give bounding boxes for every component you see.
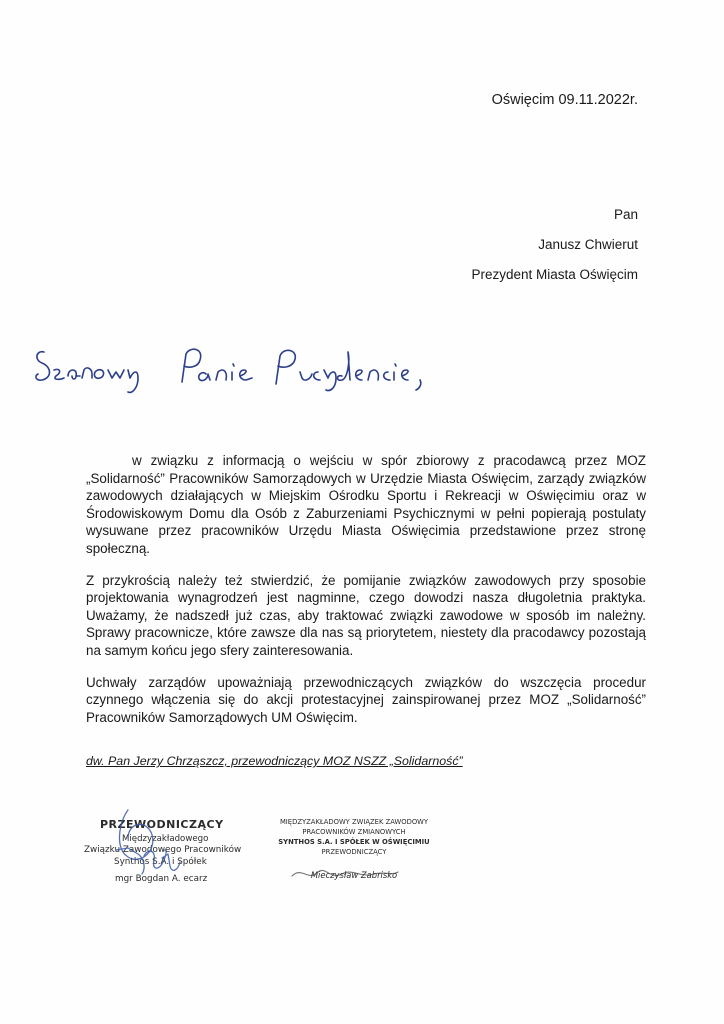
stamp-right-line2: PRACOWNIKÓW ZMIANOWYCH [302,828,406,836]
stamp-right-name: Mieczysław Zabrisko [310,870,398,880]
stamp-left-line1: Międzyzakładowego [122,834,209,844]
addressee-honorific: Pan [613,207,638,222]
handwritten-salutation-image [30,330,430,400]
stamp-left-line3: Synthos S.A. i Spółek [114,857,207,867]
stamp-right-line3: SYNTHOS S.A. I SPÓŁEK W OŚWIĘCIMIU [278,838,430,846]
addressee-block [471,200,638,290]
stamp-left-title: PRZEWODNICZĄCY [100,818,224,831]
letter-body [86,452,646,740]
carbon-copy-line: dw. Pan Jerzy Chrząszcz, przewodniczący MOZ NSZZ „Solidarność” [86,754,463,768]
letter-date: Oświęcim 09.11.2022r. [491,92,638,108]
stamp-right-line1: MIĘDZYZAKŁADOWY ZWIĄZEK ZAWODOWY [279,818,429,826]
body-paragraph-3: Uchwały zarządów upoważniają przewodniczących związków do wszczęcia procedur czynnego włączenia się do akcji protestacyjnej zainspirowanej przez MOZ „Solidarność” Pracowników Samorządowych UM Oświęcim. [86,674,646,725]
signature-right [290,862,400,886]
handwritten-salutation [30,330,430,400]
addressee-name: Janusz Chwierut [538,237,638,252]
addressee-title: Prezydent Miasta Oświęcim [471,267,638,282]
body-paragraph-2: Z przykrością należy też stwierdzić, że pomijanie związków zawodowych przy sposobie projektowania wynagrodzeń jest nagminne, czego dowodzi nasza długoletnia praktyka. Uważamy, że nadszedł już czas, aby traktować związki zawodowe w sposób im należny. Sprawy pracownicze, które zawsze dla nas są priorytetem, niestety dla pracodawcy pozostają na samym końcu jego sfery zainteresowania. [86,572,646,658]
stamp-left-line2: Związku Zawodowego Pracowników [84,845,242,855]
body-paragraph-1: w związku z informacją o wejściu w spór zbiorowy z pracodawcą przez MOZ „Solidarność” Pracowników Samorządowych w Urzędzie Miasta Oświęcim, zarządy związków zawodowych działających w Miejskim Ośrodku Sportu i Rekreacji w Oświęcimiu oraz w Środowiskowym Domu dla Osób z Zaburzeniami Psychicznymi w pełni popierają postulaty wysuwane przez pracowników Urzędu Miasta Oświęcimia przedstawione przez stronę społeczną. [86,453,646,556]
signature-left [98,798,218,890]
stamp-right-title: PRZEWODNICZĄCY [321,848,387,856]
stamp-left-name: mgr Bogdan A. ecarz [115,874,208,884]
